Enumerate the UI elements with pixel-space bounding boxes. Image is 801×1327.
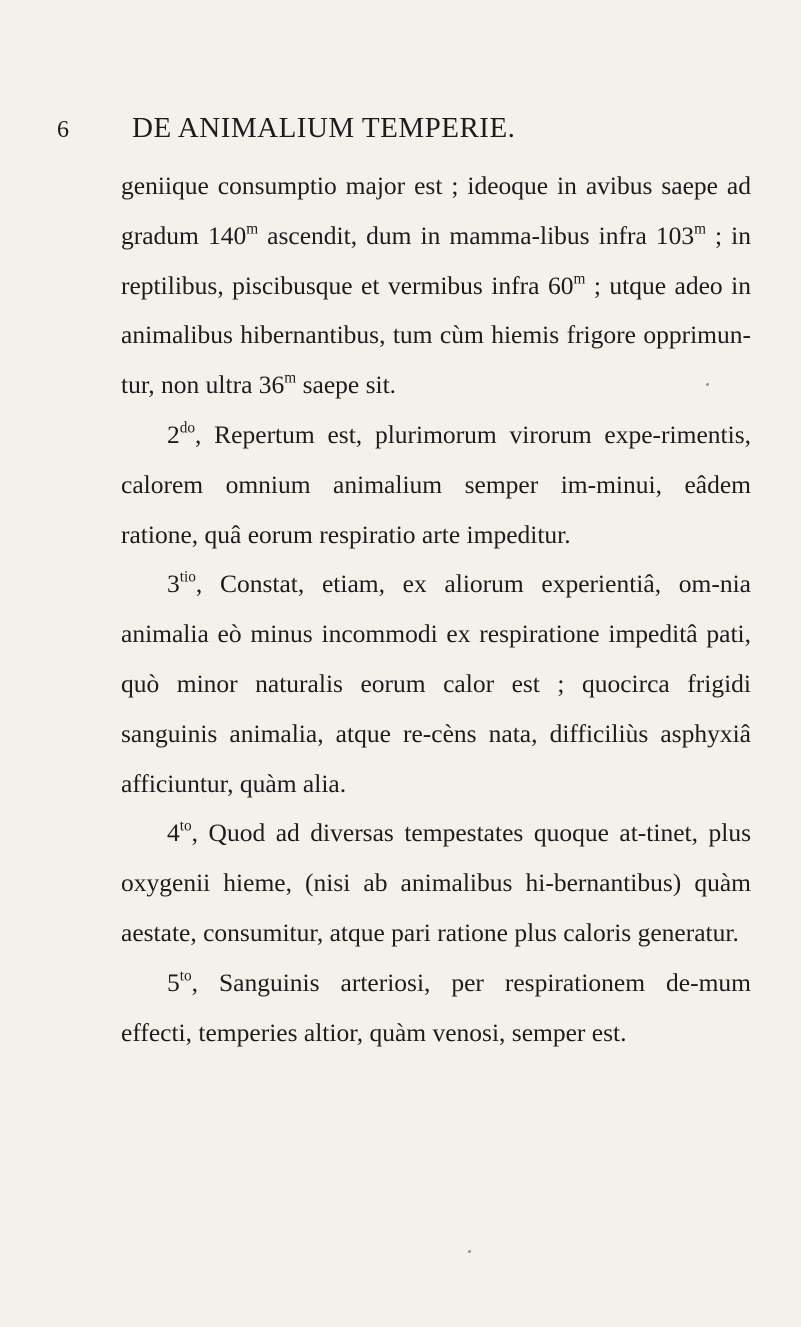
paragraph-3tio [121, 559, 751, 808]
text-run: 2 [167, 419, 180, 449]
text-run: geniique consumptio major est ; ideoque in avibus saepe ad gradum 140 [121, 171, 751, 250]
superscript-abbrev: do [179, 419, 196, 437]
body-text [121, 161, 751, 1057]
text-run: , Repertum est, plurimorum virorum expe-rimentis, calorem omnium animalium semper im-minui, eâdem ratione, quâ eorum respiratio arte impeditur. [121, 419, 751, 549]
superscript-abbrev: m [573, 269, 586, 287]
text-run: ; utque adeo in animalibus hibernantibus, tum cùm hiemis frigore opprimun-tur, non ultra 36 [121, 270, 751, 400]
text-run: , Quod ad diversas tempestates quoque at-tinet, plus oxygenii hieme, (nisi ab animalibus hi-bernantibus) quàm aestate, consumitur, atque pari ratione plus caloris generatur. [121, 818, 751, 947]
text-run: , Constat, etiam, ex aliorum experientiâ, om-nia animalia eò minus incommodi ex respiratione impeditâ pati, quò minor naturalis eorum calor est ; quocirca frigidi sanguinis animalia, atque re-cèns nata, difficiliùs asphyxiâ afficiuntur, quàm alia. [121, 569, 751, 798]
page-number: 6 [57, 117, 70, 143]
paper-speck [468, 1250, 471, 1253]
superscript-abbrev: m [246, 220, 259, 238]
paper-speck [706, 383, 709, 386]
superscript-abbrev: m [694, 220, 706, 238]
text-run: , Sanguinis arteriosi, per respirationem de-mum effecti, temperies altior, quàm venosi, semper est. [121, 967, 751, 1047]
page-header [57, 112, 757, 148]
text-run: 4 [167, 818, 180, 848]
text-run: 3 [167, 569, 180, 599]
paragraph-continuation [121, 161, 751, 410]
superscript-abbrev: to [179, 817, 192, 835]
running-title: DE ANIMALIUM TEMPERIE. [132, 112, 516, 144]
text-run: ascendit, dum in mamma-libus infra 103 [258, 220, 695, 250]
paragraph-2do [121, 410, 751, 559]
text-run: ; in reptilibus, piscibusque et vermibus infra 60 [121, 220, 752, 300]
text-run: saepe sit. [296, 370, 397, 400]
superscript-abbrev: tio [179, 568, 196, 586]
paragraph-4to [121, 808, 751, 957]
superscript-abbrev: m [284, 369, 297, 387]
text-run: 5 [167, 967, 180, 997]
superscript-abbrev: to [179, 967, 192, 985]
paragraph-5to [121, 958, 751, 1058]
